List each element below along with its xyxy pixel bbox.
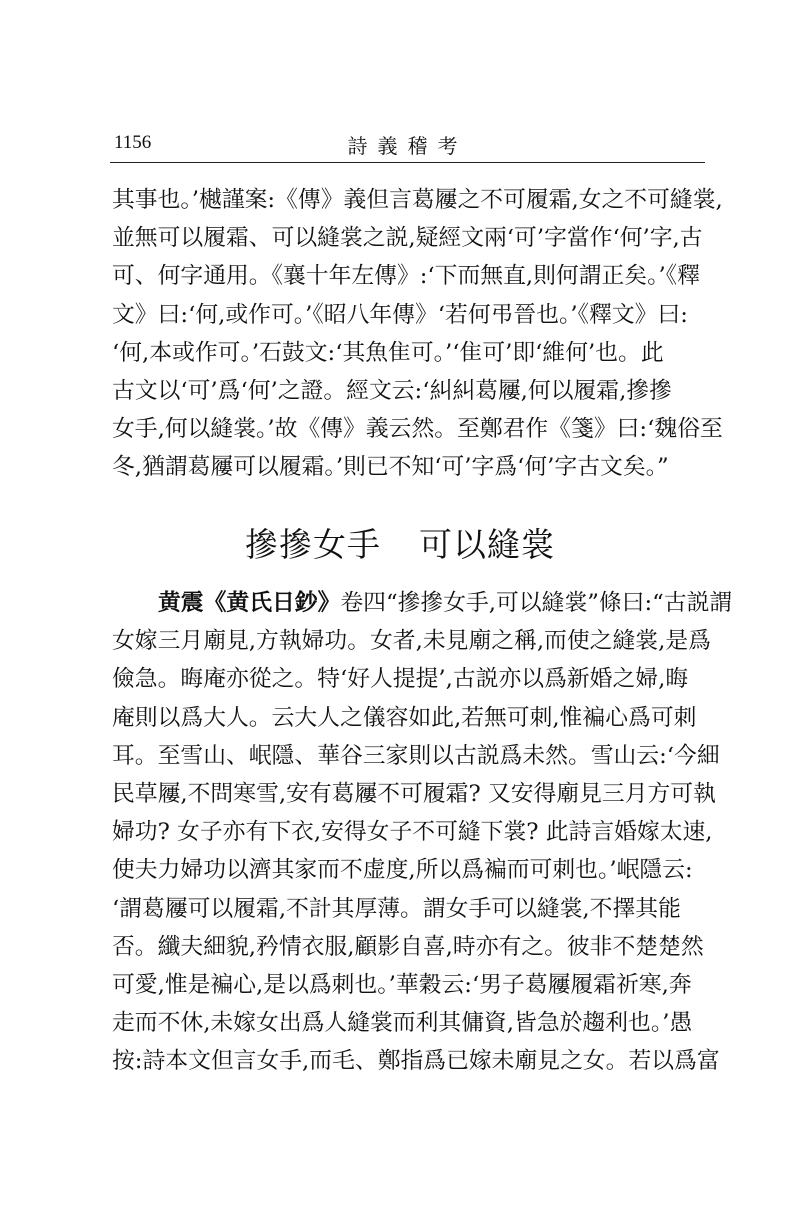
first-line-rest: 卷四“摻摻女手,可以縫裳”條曰:“古説謂: [340, 590, 733, 616]
text-line: ‘何,本或作可。’石鼓文:‘其魚隹可。’‘隹可’即‘維何’也。此: [112, 339, 664, 366]
text-line: 按:詩本文但言女手,而毛、鄭指爲已嫁未廟見之女。若以爲富: [112, 1048, 720, 1075]
running-title: 詩義稽考: [347, 134, 468, 158]
text-line: 並無可以履霜、可以縫裳之説,疑經文兩‘可’字當作‘何’字,古: [112, 225, 703, 252]
author-name: 黄震: [158, 590, 204, 616]
text-line: 女嫁三月廟見,方執婦功。女者,未見廟之稱,而使之縫裳,是爲: [112, 628, 711, 655]
text-line: 其事也。’樾謹案:《傳》義但言葛屨之不可履霜,女之不可縫裳,: [112, 187, 723, 213]
section-heading-part1: 摻摻女手: [245, 525, 381, 564]
header-rule: [110, 162, 705, 163]
text-line: 文》曰:‘何,或作可。’《昭八年傳》‘若何弔晉也。’《釋文》曰:: [112, 301, 688, 328]
text-line: 女手,何以縫裳。’故《傳》義云然。至鄭君作《箋》曰:‘魏俗至: [112, 416, 723, 443]
book-title: 《黄氏日鈔》: [203, 590, 341, 616]
text-line: 古文以‘可’爲‘何’之證。經文云:‘糾糾葛屨,何以履霜,摻摻: [112, 377, 672, 404]
text-line: 儉急。晦庵亦從之。特‘好人提提’,古説亦以爲新婚之婦,晦: [112, 666, 689, 693]
page-header: [110, 128, 705, 162]
text-line: 否。纖夫細貌,矜情衣服,顧影自喜,時亦有之。彼非不楚楚然: [112, 933, 704, 960]
first-paragraph-line: [112, 584, 733, 622]
text-line: 可、何字通用。《襄十年左傳》:‘下而無直,則何謂正矣。’《釋: [112, 263, 700, 290]
text-line: 民草屨,不問寒雪,安有葛屨不可履霜? 又安得廟見三月方可執: [112, 780, 716, 807]
bottom-text-block: [112, 584, 733, 1080]
text-line: 冬,猶謂葛屨可以履霜。’則已不知‘可’字爲‘何’字古文矣。”: [112, 454, 669, 481]
text-line: 使夫力婦功以濟其家而不虚度,所以爲褊而可刺也。’岷隱云:: [112, 857, 693, 884]
page-number: 1156: [114, 132, 152, 153]
text-line: ‘謂葛屨可以履霜,不計其厚薄。謂女手可以縫裳,不擇其能: [112, 895, 681, 922]
text-line: 走而不休,未嫁女出爲人縫裳而利其傭資,皆急於趨利也。’愚: [112, 1010, 693, 1037]
text-line: 庵則以爲大人。云大人之儀容如此,若無可刺,惟褊心爲可刺: [112, 704, 697, 731]
text-line: 婦功? 女子亦有下衣,安得女子不可縫下裳? 此詩言婚嫁太速,: [112, 819, 713, 846]
section-heading-part2: 可以縫裳: [419, 525, 555, 564]
section-heading: [0, 519, 800, 566]
text-line: 耳。至雪山、岷隱、華谷三家則以古説爲未然。雪山云:‘今細: [112, 742, 720, 769]
text-line: 可愛,惟是褊心,是以爲刺也。’華穀云:‘男子葛屨履霜祈寒,奔: [112, 971, 692, 998]
top-text-block: [112, 181, 723, 487]
